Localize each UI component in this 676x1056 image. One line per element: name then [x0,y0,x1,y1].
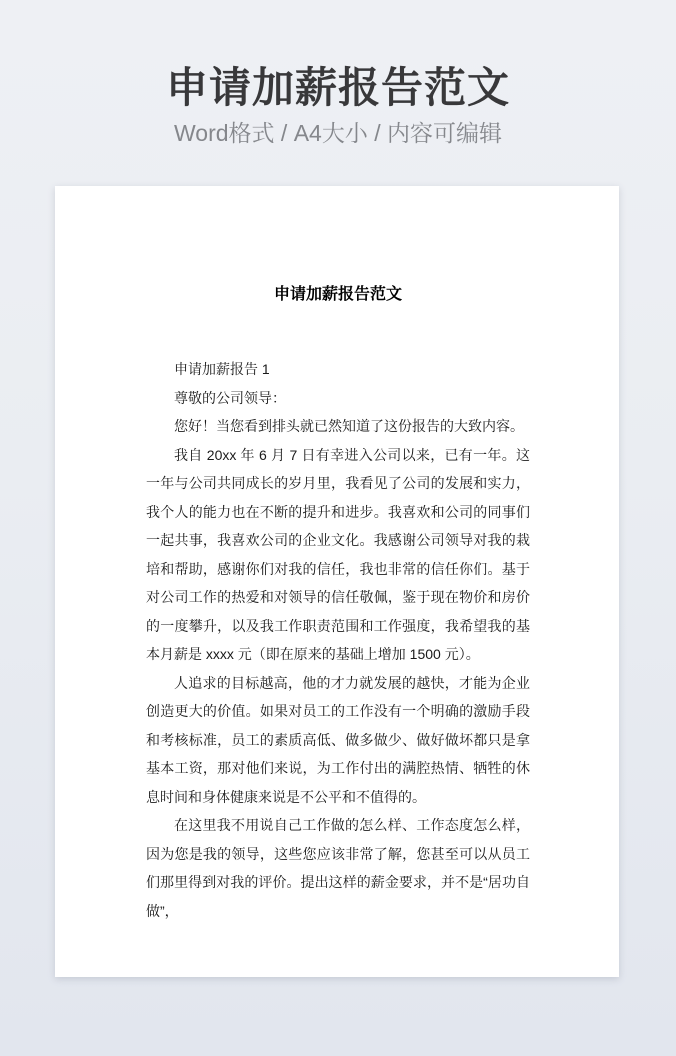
doc-heading-line: 申请加薪报告 1 [174,361,270,377]
banner-title: 申请加薪报告范文 [165,64,510,111]
a4-page-preview [55,186,619,977]
document-body [146,355,530,925]
doc-salutation: 尊敬的公司领导： [174,389,286,406]
banner [0,0,676,148]
doc-paragraph-body-2: 人追求的目标越高，他的才力就发展的越快，才能为企业创造更大的价值。如果对员工的工作没有一个明确的激励手段和考核标准，员工的素质高低、做多做少、做好做坏都只是拿基本工资，那对他们来说，为工作付出的满腔热情、牺牲的休息时间和身体健康来说是不公平和不值得的。 [146,674,530,805]
doc-paragraph-greeting: 您好！当您看到排头就已然知道了这份报告的大致内容。 [174,418,524,434]
banner-subtitle: Word格式 / A4大小 / 内容可编辑 [173,120,502,147]
doc-paragraph-body-1: 我自 20xx 年 6 月 7 日有幸进入公司以来，已有一年。这一年与公司共同成长的岁月里，我看见了公司的发展和实力，我个人的能力也在不断的提升和进步。我喜欢和公司的同事们一起共事，我喜欢公司的企业文化。我感谢公司领导对我的栽培和帮助，感谢你们对我的信任，我也非常的信任你们。基于对公司工作的热爱和对领导的信任敬佩，鉴于现在物价和房价的一度攀升，以及我工作职责范围和工作强度，我希望我的基本月薪是 xxxx 元（即在原来的基础上增加 1500 元）。 [146,446,530,662]
doc-paragraph-body-3: 在这里我不用说自己工作做的怎么样、工作态度怎么样，因为您是我的领导，这些您应该非常了解，您甚至可以从员工们那里得到对我的评价。提出这样的薪金要求，并不是“居功自做”， [146,817,530,919]
document-title: 申请加薪报告范文 [273,286,402,303]
